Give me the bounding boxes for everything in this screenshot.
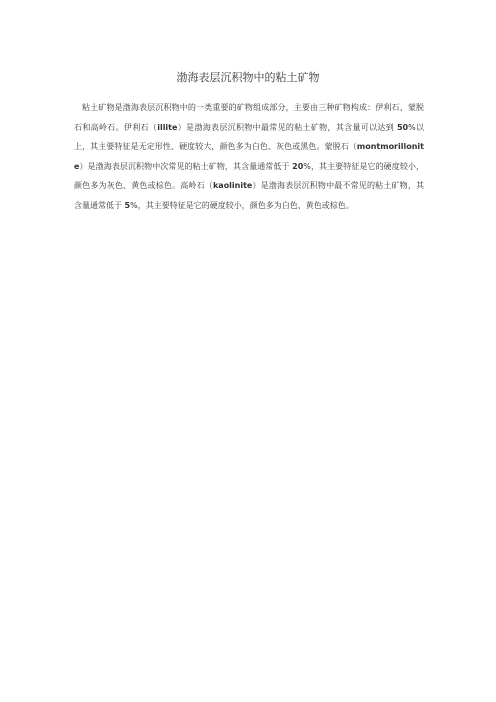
paragraph-text: %，其主要特征是它的硬度较小，颜色多为白色、黄色或棕色。 <box>130 200 354 210</box>
term-bold: montmorillonite <box>74 142 424 171</box>
body-paragraph <box>74 98 424 215</box>
paragraph-text: %，其主要特征是它的硬度较小，颜色多为灰色、黄色或棕色。高岭石（ <box>74 161 424 190</box>
document-title: 渤海表层沉积物中的粘土矿物 <box>176 71 320 84</box>
paragraph-text: %以上，其主要特征是无定形性、硬度较大，颜色多为白色、灰色或黑色。蒙脱石（ <box>74 122 425 151</box>
paragraph-text: ）是渤海表层沉积物中最不常见的粘土矿物，其含量通常低于 <box>74 181 425 210</box>
term-bold: 20 <box>292 161 304 171</box>
paragraph-text: ）是渤海表层沉积物中最常见的粘土矿物，其含量可以达到 <box>177 122 397 132</box>
term-bold: kaolinite <box>212 181 253 190</box>
term-bold: 5 <box>124 200 131 210</box>
term-bold: 50 <box>396 122 409 132</box>
paragraph-text: ）是渤海表层沉积物中次常见的粘土矿物，其含量通常低于 <box>79 161 293 171</box>
term-bold: illite <box>157 122 178 132</box>
paragraph-text: 粘土矿物是渤海表层沉积物中的一类重要的矿物组成部分，主要由三种矿物构成：伊利石、蒙脱石和高岭石。伊利石（ <box>74 103 424 132</box>
